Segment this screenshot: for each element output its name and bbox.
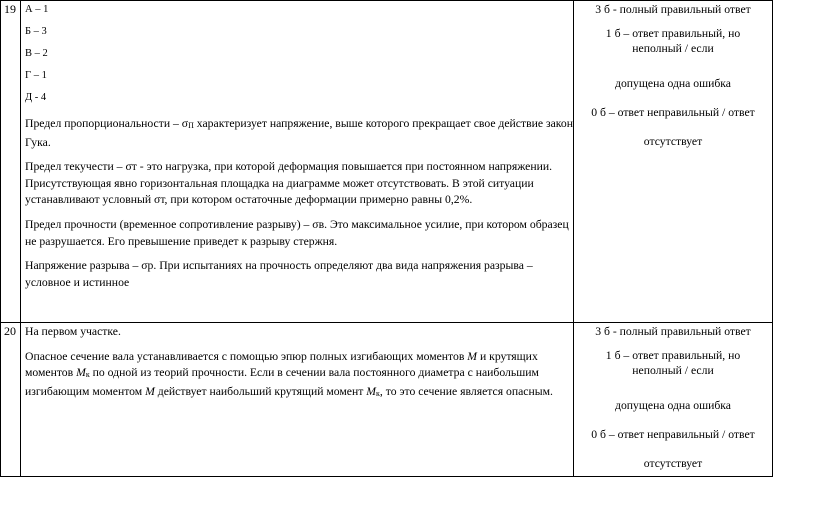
italic-symbol: М	[76, 366, 86, 380]
subscript-text: П	[188, 121, 194, 130]
criteria-line: отсутствует	[643, 135, 703, 148]
subscript-text: к	[85, 370, 90, 380]
question-number: 20	[1, 323, 21, 477]
italic-symbol: М	[145, 384, 155, 398]
match-item: В – 2	[25, 48, 48, 59]
answer-cell	[21, 323, 574, 477]
answer-paragraph: На первом участке.	[25, 325, 121, 338]
scoring-criteria-cell	[574, 323, 773, 477]
table-row	[1, 323, 773, 477]
match-item: Д - 4	[25, 92, 47, 103]
italic-symbol: М	[366, 384, 377, 398]
match-item: А – 1	[25, 4, 49, 15]
match-item: Б – 3	[25, 26, 47, 37]
text-run: Предел пропорциональности – σ	[25, 117, 189, 130]
text-run: действует наибольший крутящий момент	[154, 384, 367, 398]
scoring-criteria-cell	[574, 1, 773, 323]
answer-cell	[21, 1, 574, 323]
text-run: , то это сечение является опасным.	[379, 384, 553, 398]
text-run: по одной из теорий прочности. Если в сечении вала постоянного диаметра с наибольшим изгибающим моментом	[25, 366, 539, 398]
criteria-line: 3 б - полный правильный ответ	[595, 325, 751, 338]
answer-paragraph	[25, 349, 573, 403]
text-run: характеризует напряжение, выше которого прекращает свое действие закон Гука.	[25, 117, 573, 149]
answer-paragraph: Предел текучести – σт - это нагрузка, при которой деформация повышается при постоянном напряжении. Присутствующая явно горизонтальная площадка на диаграмме может отсутствовать. В этой ситуации устанавливают условный σт, при котором остаточные деформации примерно равны 0,2%.	[25, 160, 553, 207]
criteria-line: 1 б – ответ правильный, но	[605, 27, 741, 40]
match-item: Г – 1	[25, 70, 47, 81]
subscript-text: к	[376, 388, 380, 398]
criteria-line: 3 б - полный правильный ответ	[595, 3, 751, 16]
criteria-line: 1 б – ответ правильный, но	[605, 349, 741, 362]
criteria-line: допущена одна ошибка	[615, 399, 731, 412]
italic-symbol: М	[467, 349, 478, 363]
question-number: 19	[1, 1, 21, 323]
criteria-line: 0 б – ответ неправильный / ответ	[591, 428, 755, 441]
criteria-line: отсутствует	[643, 457, 703, 470]
criteria-line: допущена одна ошибка	[615, 77, 731, 90]
text-run: Опасное сечение вала устанавливается с помощью эпюр полных изгибающих моментов	[25, 349, 468, 363]
criteria-line: 0 б – ответ неправильный / ответ	[591, 106, 755, 119]
answer-paragraph: Напряжение разрыва – σр. При испытаниях на прочность определяют два вида напряжения разрыва – условное и истинное	[25, 259, 533, 289]
answer-paragraph	[25, 116, 573, 151]
table-row	[1, 1, 773, 323]
answer-paragraph: Предел прочности (временное сопротивление разрыву) – σв. Это максимальное усилие, при котором образец не разрушается. Его превышение приведет к разрыву стержня.	[25, 217, 569, 248]
criteria-line: неполный / если	[632, 42, 714, 55]
text-run: и крутящих моментов	[25, 349, 538, 380]
criteria-line: неполный / если	[632, 364, 714, 377]
